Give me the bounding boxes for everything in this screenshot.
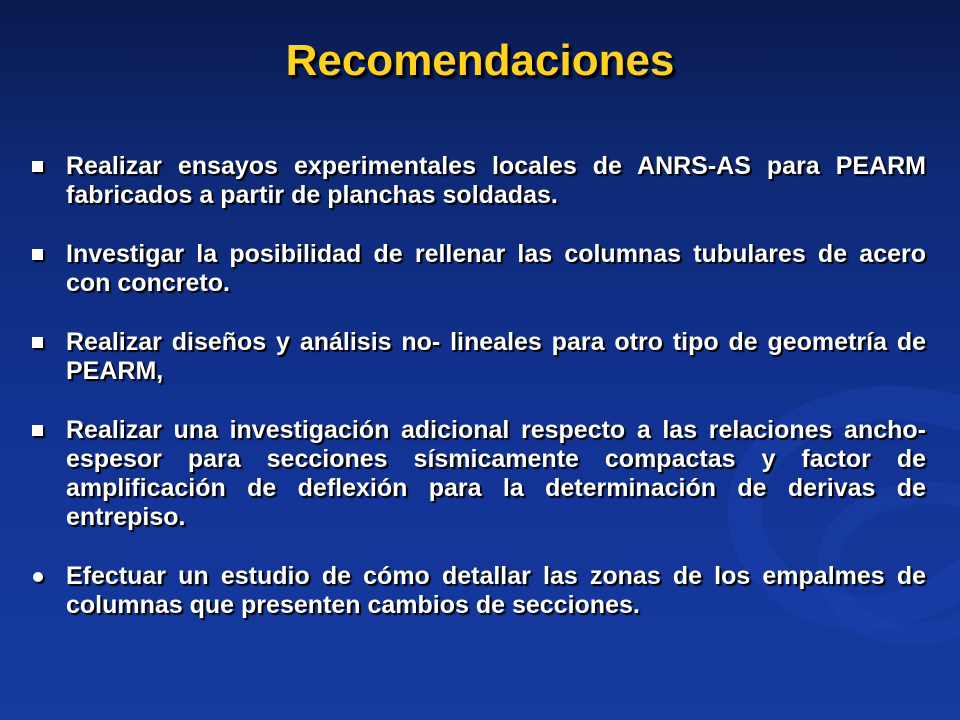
list-item (30, 152, 926, 210)
list-item (30, 416, 926, 532)
slide-title: Recomendaciones (285, 36, 675, 85)
list-item-text: Realizar una investigación adicional respecto a las relaciones ancho-espesor para secciones sísmicamente compactas y factor de amplificación de deflexión para la determinación de derivas de entrepiso. (66, 416, 926, 531)
square-bullet-icon (32, 161, 43, 172)
list-item-text: Realizar diseños y análisis no- lineales para otro tipo de geometría de PEARM, (66, 328, 926, 385)
round-bullet-icon (33, 572, 43, 582)
list-item-text: Investigar la posibilidad de rellenar las columnas tubulares de acero con concreto. (66, 240, 926, 297)
list-item (30, 328, 926, 386)
list-item-text: Realizar ensayos experimentales locales de ANRS-AS para PEARM fabricados a partir de planchas soldadas. (66, 152, 926, 209)
list-item-text: Efectuar un estudio de cómo detallar las zonas de los empalmes de columnas que presenten cambios de secciones. (66, 562, 926, 619)
square-bullet-icon (32, 249, 43, 260)
square-bullet-icon (32, 425, 43, 436)
recommendations-list (30, 152, 926, 650)
list-item (30, 240, 926, 298)
list-item (30, 562, 926, 620)
square-bullet-icon (32, 337, 43, 348)
